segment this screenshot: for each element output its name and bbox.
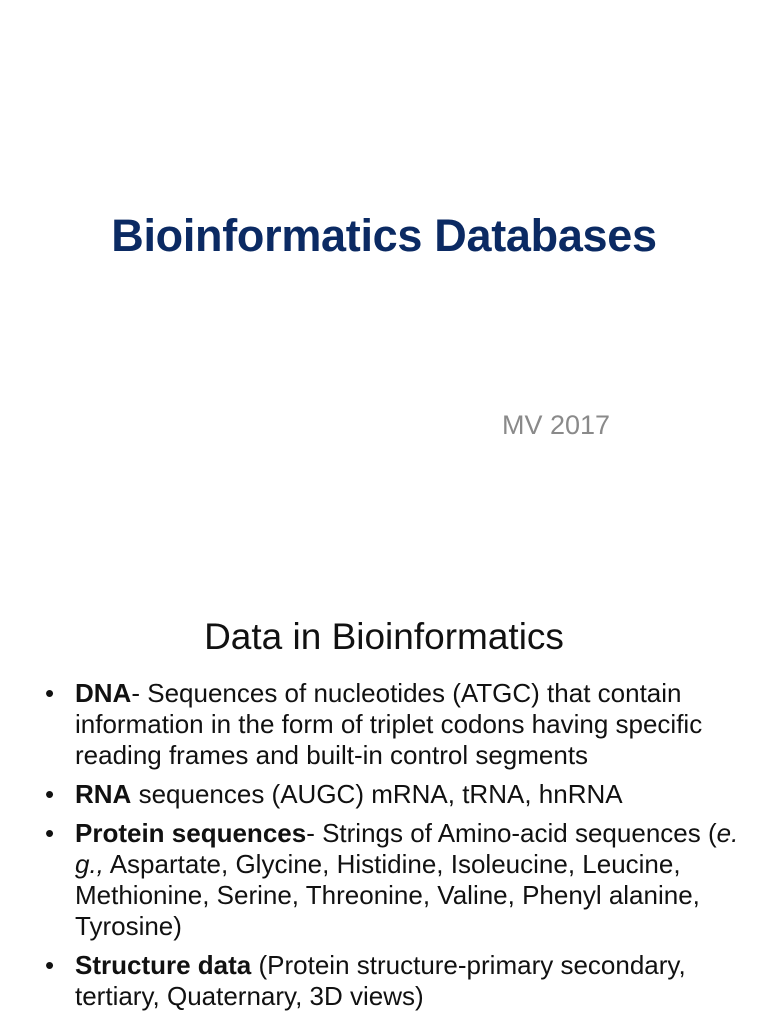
bullet-text-italic: e. g., xyxy=(75,818,739,879)
bullet-text: - Strings of Amino-acid sequences ( xyxy=(306,818,717,848)
bullet-term: Protein sequences xyxy=(75,818,307,848)
bullet-list xyxy=(75,678,765,1020)
bullet-item-rna xyxy=(75,779,765,810)
presentation-title: Bioinformatics Databases xyxy=(111,210,657,261)
slide-data-in-bioinformatics xyxy=(0,578,768,1024)
bullet-term: RNA xyxy=(75,779,132,809)
bullet-text: (Protein structure-primary secondary, tertiary, Quaternary, 3D views) xyxy=(75,950,686,1011)
bullet-text: Aspartate, Glycine, Histidine, Isoleucine, Leucine, Methionine, Serine, Threonine, Valine, Phenyl alanine, Tyrosine) xyxy=(75,849,700,941)
presentation-subtitle: MV 2017 xyxy=(502,410,611,440)
bullet-item-structure-data xyxy=(75,950,765,1012)
slide-heading: Data in Bioinformatics xyxy=(204,616,564,657)
bullet-item-dna xyxy=(75,678,765,771)
bullet-term: DNA xyxy=(75,678,132,708)
bullet-term: Structure data xyxy=(75,950,252,980)
bullet-item-protein-sequences xyxy=(75,818,765,942)
bullet-text: - Sequences of nucleotides (ATGC) that contain information in the form of triplet codons having specific reading frames and built-in control segments xyxy=(75,678,703,770)
bullet-text: sequences (AUGC) mRNA, tRNA, hnRNA xyxy=(131,779,623,809)
